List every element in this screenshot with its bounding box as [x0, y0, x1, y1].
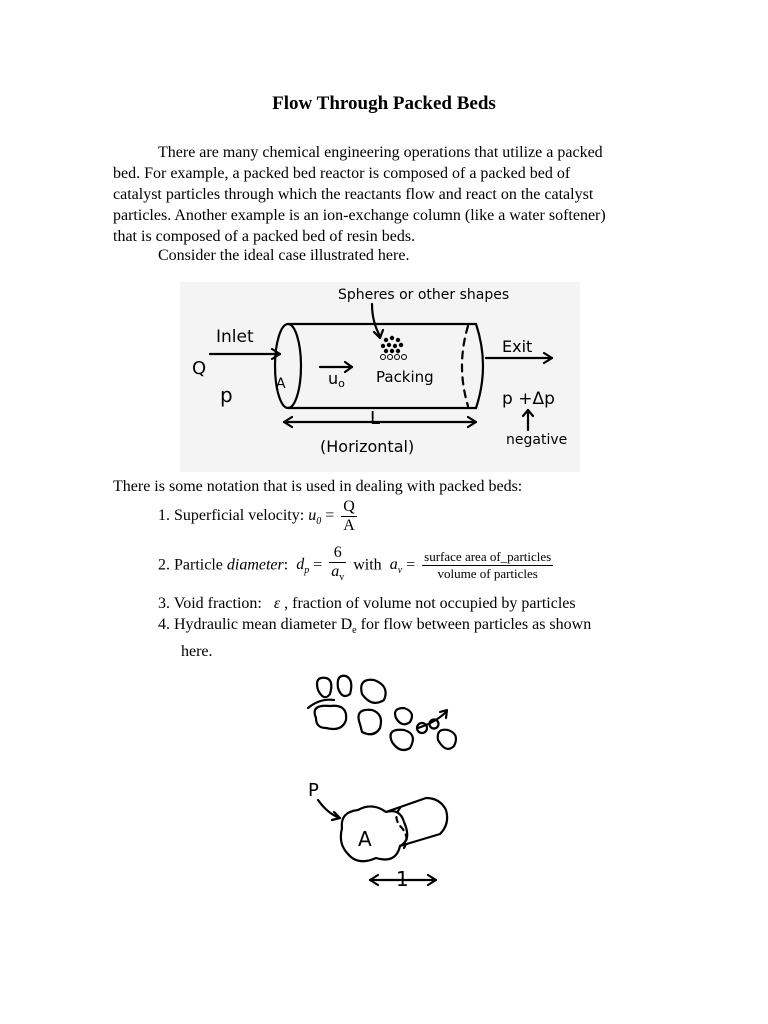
flow-between-particles-figure: [300, 668, 470, 888]
outlet-pressure-label: p +Δp: [502, 389, 555, 409]
dp-symbol: $d_p$: [296, 556, 310, 577]
consider-line: Consider the ideal case illustrated here.: [158, 247, 410, 264]
intro-line: bed. For example, a packed bed reactor is composed of a packed bed of: [113, 165, 571, 182]
horizontal-label: (Horizontal): [320, 437, 415, 456]
item-label: 3. Void fraction:: [158, 595, 262, 612]
velocity-fraction: $\frac{Q}{A}$: [343, 498, 355, 534]
list-item: 4. Hydraulic mean diameter $D_e$ for flow between particles as shown here.: [158, 616, 592, 661]
exit-label: Exit: [502, 337, 533, 356]
item-continuation: here.: [181, 643, 213, 661]
channel-end: [426, 798, 447, 834]
channel-top-edge: [386, 798, 426, 812]
intro-line: There are many chemical engineering operations that utilize a packed: [158, 144, 603, 161]
void-fraction-text: , fraction of volume not occupied by particles: [284, 595, 576, 612]
particle-cluster: [315, 676, 456, 750]
page-title: Flow Through Packed Beds: [272, 93, 496, 114]
list-item: [158, 593, 576, 614]
diameter-fraction: $\frac{6}{a_v}$: [331, 544, 345, 584]
list-item: 1. Superficial velocity: $u_0$ = $\frac{Q}{A}$: [158, 498, 355, 534]
list-item: 2. Particle diameter: $d_p$ = $\frac{6}{a_v}$ with $a_v$ = $\frac{\text{surface area of\_particles}}{\text{volume of particles}}$: [158, 544, 556, 587]
specific-surface-fraction: $\frac{\text{surface area of\_particles}}{\text{volume of particles}}$: [424, 549, 552, 582]
u0-symbol: $u_0$: [308, 507, 322, 528]
epsilon-symbol: ε: [273, 595, 281, 612]
packing-label: Packing: [376, 368, 434, 386]
channel-cross-section: [341, 806, 407, 861]
intro-line: that is composed of a packed bed of resin beds.: [113, 228, 416, 245]
intro-line: particles. Another example is an ion-exchange column (like a water softener): [113, 207, 606, 224]
item-label: 4. Hydraulic mean diameter D: [158, 616, 353, 633]
with-word: with: [353, 556, 382, 574]
diameter-word: diameter: [226, 556, 284, 574]
unit-length-label: 1: [396, 867, 409, 888]
length-label: L: [370, 408, 381, 429]
intro-paragraph: [113, 142, 673, 247]
av-symbol: $a_v$: [389, 556, 403, 577]
notation-intro: There is some notation that is used in dealing with packed beds:: [113, 478, 523, 495]
channel-area-label: A: [358, 827, 372, 851]
q-label: Q: [192, 358, 207, 379]
area-label: A: [276, 376, 286, 392]
p-label: p: [220, 383, 233, 407]
perimeter-label: P: [308, 780, 319, 801]
intro-line: catalyst particles through which the reactants flow and react on the catalyst: [113, 186, 594, 203]
packed-bed-figure: [180, 282, 580, 472]
u0-label: uo: [328, 369, 345, 390]
spheres-label: Spheres or other shapes: [338, 287, 510, 303]
negative-label: negative: [506, 432, 568, 448]
inlet-label: Inlet: [216, 327, 254, 347]
item-label: 1. Superficial velocity:: [158, 507, 305, 525]
item-label: 2. Particle: [158, 556, 227, 574]
